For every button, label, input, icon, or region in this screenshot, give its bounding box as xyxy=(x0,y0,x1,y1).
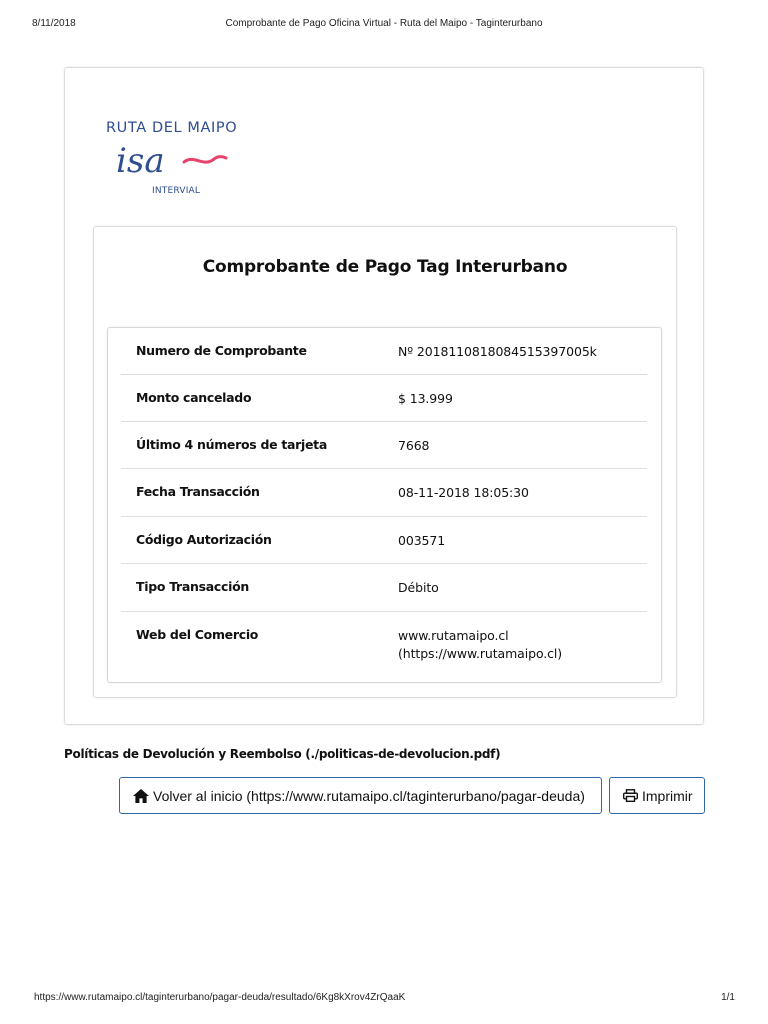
row-label: Código Autorización xyxy=(136,532,272,547)
print-date: 8/11/2018 xyxy=(32,18,76,29)
logo-brand-text: RUTA DEL MAIPO xyxy=(106,120,238,136)
row-value: 08-11-2018 18:05:30 xyxy=(398,485,529,500)
receipt-title: Comprobante de Pago Tag Interurbano xyxy=(202,257,568,277)
row-value: www.rutamaipo.cl xyxy=(398,628,509,643)
row-value: 7668 xyxy=(398,438,430,453)
print-page-number: 1/1 xyxy=(721,992,735,1003)
row-divider xyxy=(121,374,647,375)
row-divider xyxy=(121,516,647,517)
row-value-line2: (https://www.rutamaipo.cl) xyxy=(398,646,563,661)
logo-mark-text: isa xyxy=(116,142,165,181)
print-footer-url: https://www.rutamaipo.cl/taginterurbano/pagar-deuda/resultado/6Kg8kXrov4ZrQaaK xyxy=(34,992,406,1003)
print-footer xyxy=(0,992,768,1006)
row-value: 003571 xyxy=(398,533,446,548)
row-label: Web del Comercio xyxy=(136,627,259,642)
refund-policy-link[interactable]: Políticas de Devolución y Reembolso (./politicas-de-devolucion.pdf) xyxy=(64,747,501,761)
print-page-title: Comprobante de Pago Oficina Virtual - Ruta del Maipo - Taginterurbano xyxy=(225,18,543,29)
print-button[interactable] xyxy=(609,777,705,814)
back-home-button[interactable] xyxy=(119,777,602,814)
row-label: Fecha Transacción xyxy=(136,484,260,499)
ruta-del-maipo-logo xyxy=(106,118,246,203)
row-value: $ 13.999 xyxy=(398,391,453,406)
print-label: Imprimir xyxy=(642,787,693,804)
print-header xyxy=(0,18,768,32)
row-label: Numero de Comprobante xyxy=(136,343,307,358)
isa-logo-mark-icon xyxy=(114,142,234,182)
row-divider xyxy=(121,611,647,612)
row-divider xyxy=(121,421,647,422)
printer-icon xyxy=(623,789,638,802)
row-label: Último 4 números de tarjeta xyxy=(136,437,327,452)
logo-subbrand-text: INTERVIAL xyxy=(152,186,201,196)
row-value: Nº 20181108180845153970​05k xyxy=(398,344,597,359)
back-home-label: Volver al inicio (https://www.rutamaipo.cl/taginterurbano/pagar-deuda) xyxy=(153,787,585,804)
home-icon xyxy=(133,789,149,803)
row-label: Monto cancelado xyxy=(136,390,252,405)
row-label: Tipo Transacción xyxy=(136,579,250,594)
row-divider xyxy=(121,563,647,564)
row-divider xyxy=(121,468,647,469)
row-value: Débito xyxy=(398,580,439,595)
